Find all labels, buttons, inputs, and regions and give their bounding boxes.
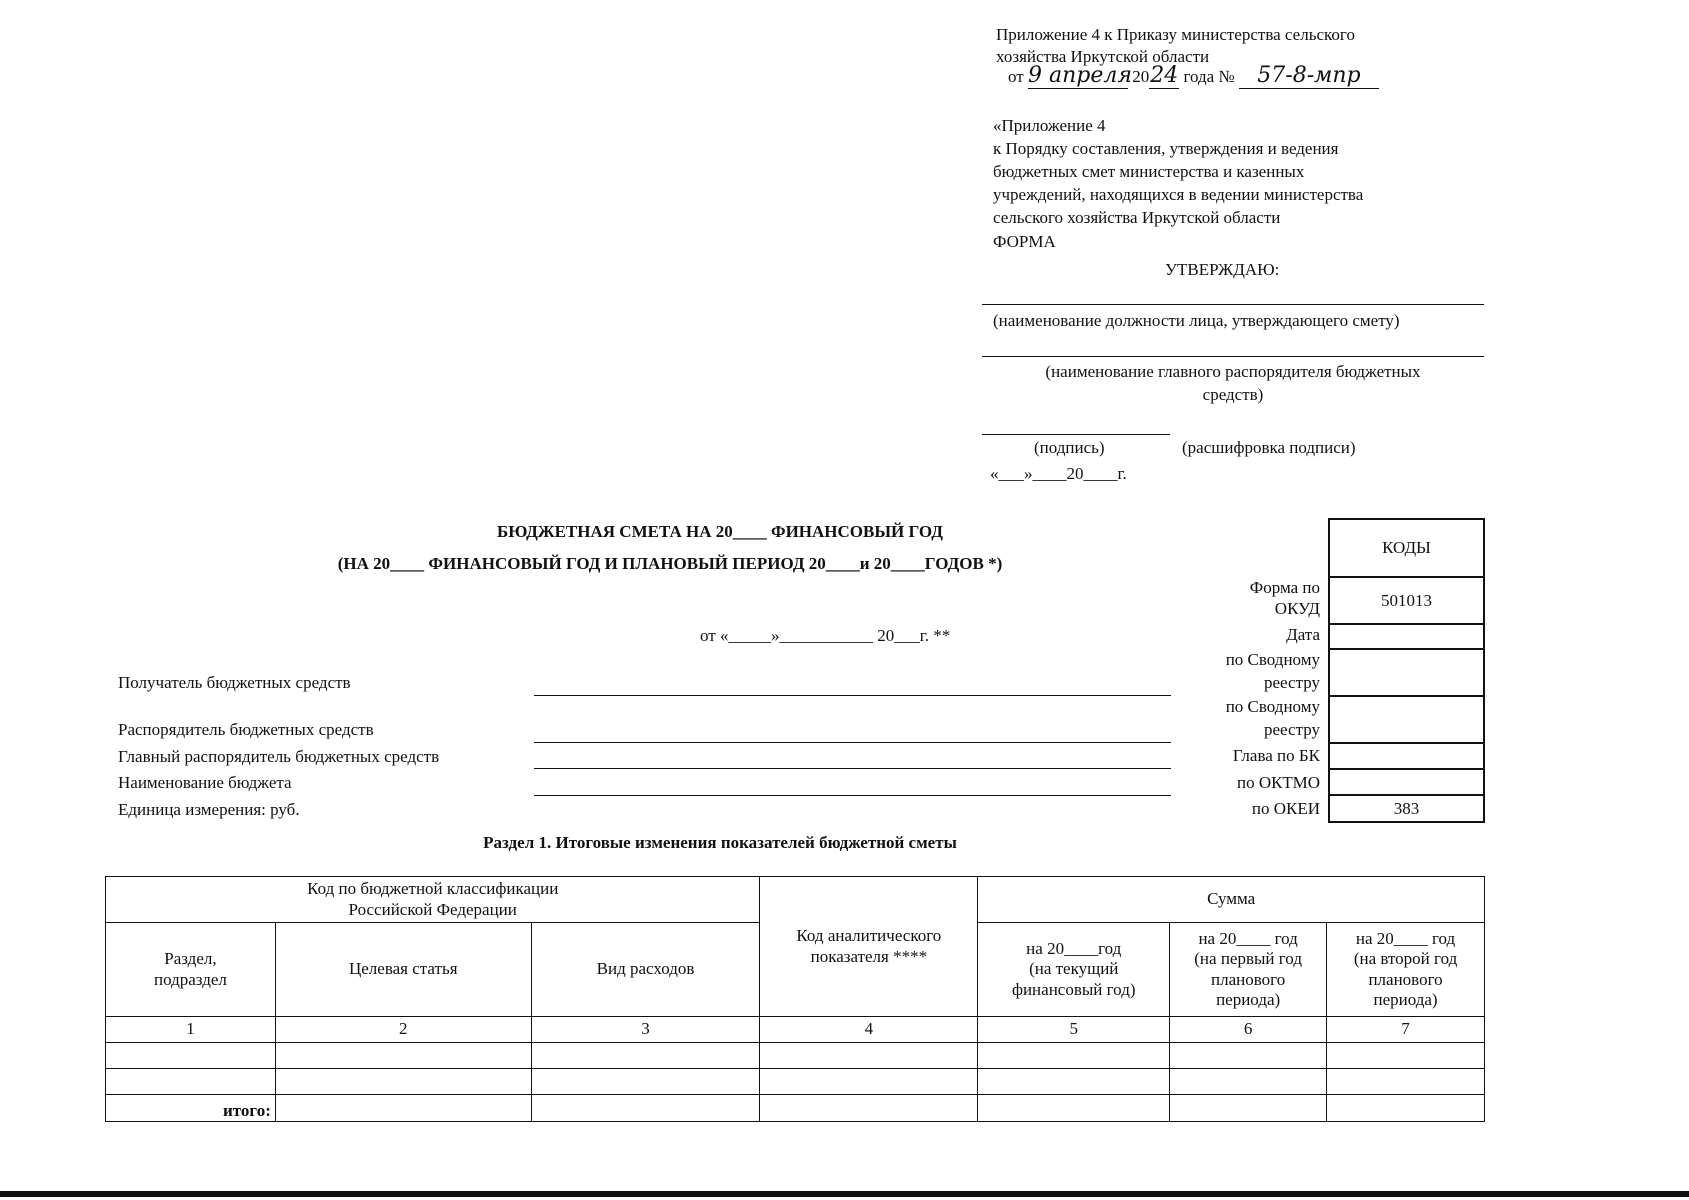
table-cell <box>978 1095 1170 1122</box>
table-cell <box>1170 1095 1327 1122</box>
column-number: 1 <box>106 1017 276 1043</box>
from-prefix: от <box>1008 67 1024 86</box>
budget-name-line <box>534 795 1171 796</box>
document-date-line: от «_____»___________ 20___г. ** <box>700 626 951 645</box>
section-1-title: Раздел 1. Итоговые изменения показателей бюджетной сметы <box>483 833 957 852</box>
year-prefix: 20 <box>1132 67 1150 86</box>
column-number: 2 <box>275 1017 531 1043</box>
target-col-header: Целевая статья <box>275 923 531 1017</box>
analytic-header <box>760 877 978 1017</box>
table-cell <box>106 1069 276 1095</box>
table-cell <box>1327 1095 1485 1122</box>
table-cell <box>760 1069 978 1095</box>
column-number: 6 <box>1170 1017 1327 1043</box>
registry-2-label-2: реестру <box>1264 720 1320 739</box>
okei-label: по ОКЕИ <box>1251 799 1320 818</box>
table-cell <box>275 1069 531 1095</box>
table-cell <box>760 1095 978 1122</box>
classification-header <box>106 877 760 923</box>
year-3-col-header-4: периода) <box>1373 989 1438 1009</box>
column-number: 5 <box>978 1017 1170 1043</box>
year-2-col-header-2: (на первый год <box>1194 949 1302 969</box>
okud-label-1: Форма по <box>1249 578 1320 597</box>
signature-line <box>982 434 1170 435</box>
procedure-line-5: сельского хозяйства Иркутской области <box>993 208 1281 227</box>
document-subtitle: (НА 20____ ФИНАНСОВЫЙ ГОД И ПЛАНОВЫЙ ПЕРИОД 20____и 20____ГОДОВ *) <box>337 554 1003 573</box>
handwritten-order-number: 57-8-мпр <box>1239 64 1379 89</box>
sum-header: Сумма <box>978 877 1485 923</box>
year-3-col-header-1: на 20____ год <box>1355 928 1456 948</box>
manager-line <box>534 742 1171 743</box>
document-title: БЮДЖЕТНАЯ СМЕТА НА 20____ ФИНАНСОВЫЙ ГОД <box>496 522 943 541</box>
chapter-value <box>1329 743 1484 769</box>
okei-value: 383 <box>1329 795 1484 822</box>
procedure-line-1: «Приложение 4 <box>993 116 1106 135</box>
table-row <box>106 1043 1485 1069</box>
okud-label-2: ОКУД <box>1274 599 1320 618</box>
registry-1-value <box>1329 649 1484 696</box>
year-1-col-header-3: финансовый год) <box>1011 979 1136 999</box>
section-1-table <box>105 876 1485 1122</box>
analytic-header-1: Код аналитического <box>796 926 942 946</box>
position-caption: (наименование должности лица, утверждающего смету) <box>993 311 1400 330</box>
chapter-label: Глава по БК <box>1232 746 1320 765</box>
approval-title: УТВЕРЖДАЮ: <box>1165 260 1280 279</box>
column-number: 3 <box>531 1017 760 1043</box>
date-label: Дата <box>1286 625 1320 644</box>
expense-col-header: Вид расходов <box>531 923 760 1017</box>
table-cell <box>978 1043 1170 1069</box>
year-2-col-header-4: периода) <box>1216 989 1281 1009</box>
column-number-row <box>106 1017 1485 1043</box>
codes-header: КОДЫ <box>1329 519 1484 577</box>
registry-1-label-2: реестру <box>1264 673 1320 692</box>
table-cell <box>1170 1043 1327 1069</box>
registry-2-value <box>1329 696 1484 743</box>
table-cell <box>531 1069 760 1095</box>
signature-caption: (подпись) <box>1034 438 1105 457</box>
procedure-line-3: бюджетных смет министерства и казенных <box>993 162 1305 181</box>
distributor-caption-2: средств) <box>1202 385 1264 404</box>
year-1-col-header-2: (на текущий <box>1029 959 1119 979</box>
table-cell <box>106 1043 276 1069</box>
section-col-header-2: подраздел <box>153 969 227 989</box>
table-cell <box>1327 1043 1485 1069</box>
year-3-col-header-3: планового <box>1368 969 1443 989</box>
year-3-col-header-2: (на второй год <box>1353 949 1458 969</box>
registry-2-label-1: по Сводному <box>1225 697 1320 716</box>
position-line <box>982 304 1484 305</box>
column-number: 4 <box>760 1017 978 1043</box>
column-number: 7 <box>1327 1017 1485 1043</box>
signature-decoding-caption: (расшифровка подписи) <box>1182 438 1356 457</box>
table-cell <box>978 1069 1170 1095</box>
table-cell <box>275 1043 531 1069</box>
section-col-header <box>106 923 276 1017</box>
table-cell <box>275 1095 531 1122</box>
classification-header-2: Российской Федерации <box>348 899 517 919</box>
distributor-line <box>982 356 1484 357</box>
table-cell <box>1170 1069 1327 1095</box>
procedure-line-2: к Порядку составления, утверждения и ведения <box>993 139 1339 158</box>
year-3-col-header <box>1327 923 1485 1017</box>
handwritten-date: 9 апреля <box>1027 63 1132 88</box>
approval-date-line: «___»____20____г. <box>990 464 1127 483</box>
table-cell <box>531 1095 760 1122</box>
procedure-line-4: учреждений, находящихся в ведении министерства <box>993 185 1364 204</box>
analytic-header-2: показателя **** <box>810 946 928 966</box>
unit-label: Единица измерения: руб. <box>118 800 300 819</box>
year-2-col-header <box>1170 923 1327 1017</box>
section-col-header-1: Раздел, <box>164 949 217 969</box>
distributor-caption-1: (наименование главного распорядителя бюджетных <box>1045 362 1421 381</box>
table-row <box>106 1069 1485 1095</box>
year-1-col-header <box>978 923 1170 1017</box>
bottom-border <box>0 1191 1689 1197</box>
recipient-label: Получатель бюджетных средств <box>118 673 351 692</box>
manager-label: Распорядитель бюджетных средств <box>118 720 374 739</box>
classification-header-1: Код по бюджетной классификации <box>307 879 559 899</box>
oktmo-value <box>1329 769 1484 795</box>
form-label: ФОРМА <box>993 232 1056 251</box>
okud-value: 501013 <box>1329 577 1484 624</box>
total-row <box>106 1095 1485 1122</box>
appendix-order-date-line <box>1008 64 1379 89</box>
registry-1-label-1: по Сводному <box>1225 650 1320 669</box>
table-cell <box>531 1043 760 1069</box>
year-2-col-header-1: на 20____ год <box>1198 928 1298 948</box>
total-label: итого: <box>106 1095 276 1122</box>
table-cell <box>760 1043 978 1069</box>
year-2-col-header-3: планового <box>1211 969 1286 989</box>
appendix-line-1: Приложение 4 к Приказу министерства сельского <box>996 25 1355 44</box>
codes-table <box>1328 518 1485 823</box>
table-cell <box>1327 1069 1485 1095</box>
date-value <box>1329 624 1484 649</box>
budget-name-label: Наименование бюджета <box>118 773 292 792</box>
chief-manager-line <box>534 768 1171 769</box>
year-suffix: года № <box>1183 67 1235 86</box>
handwritten-year: 24 <box>1150 63 1179 88</box>
appendix-line-2: хозяйства Иркутской области <box>996 47 1210 66</box>
year-1-col-header-1: на 20____год <box>1026 938 1122 958</box>
oktmo-label: по ОКТМО <box>1236 773 1320 792</box>
recipient-line <box>534 695 1171 696</box>
chief-manager-label: Главный распорядитель бюджетных средств <box>118 747 440 766</box>
